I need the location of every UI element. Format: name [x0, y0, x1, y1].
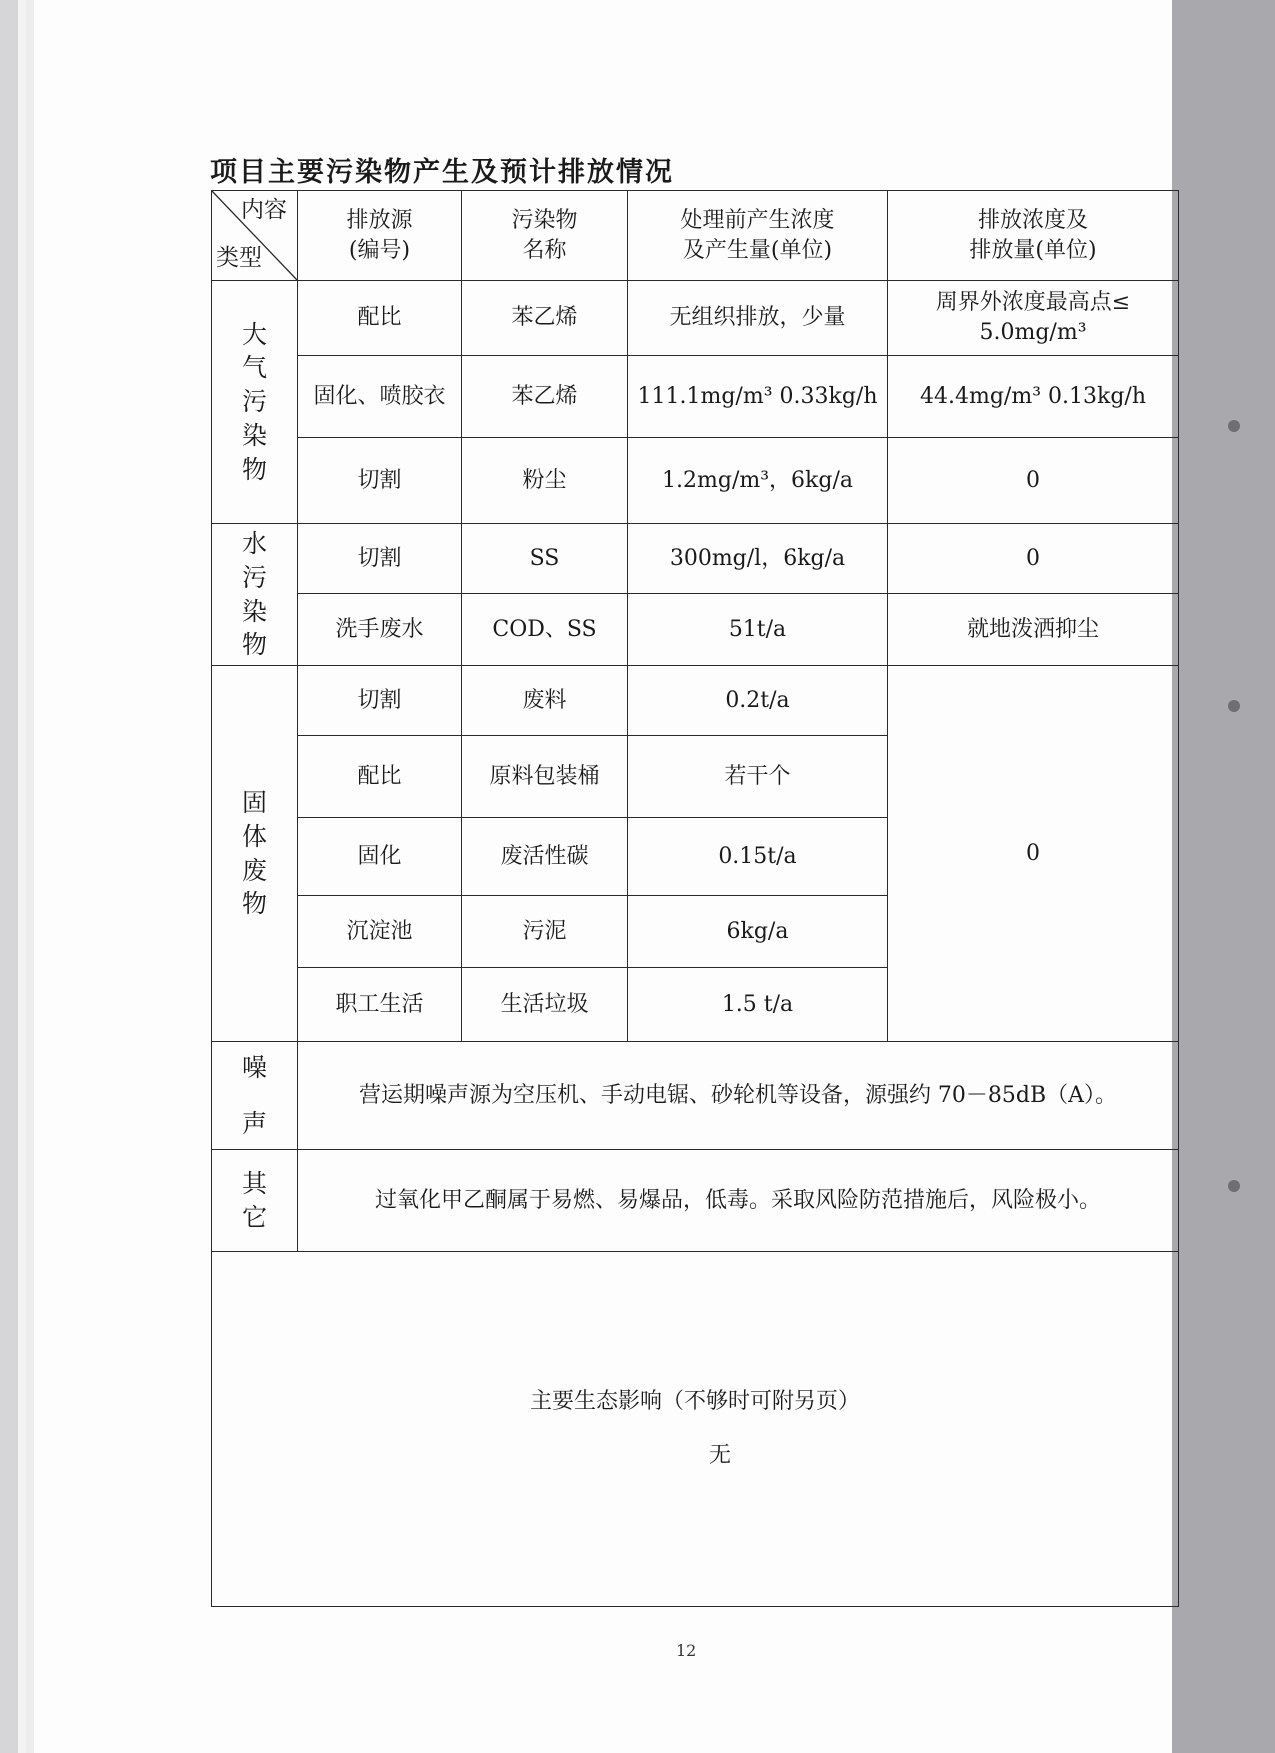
table-row: [212, 666, 1179, 736]
header-before: 处理前产生浓度 及产生量(单位): [628, 191, 888, 281]
pollutant-cell: 生活垃圾: [462, 968, 628, 1042]
pollutant-cell: COD、SS: [462, 594, 628, 666]
pollutant-cell: SS: [462, 524, 628, 594]
binding-hole: [1228, 1180, 1240, 1192]
header-pollutant: 污染物 名称: [462, 191, 628, 281]
pollutant-table: [211, 190, 1179, 1607]
after-cell: 0: [888, 524, 1179, 594]
page-number: 12: [676, 1641, 697, 1660]
pollutant-cell: 废料: [462, 666, 628, 736]
source-cell: 配比: [298, 736, 462, 818]
table-row: [212, 281, 1179, 356]
pollutant-cell: 原料包装桶: [462, 736, 628, 818]
ecology-row: [212, 1252, 1179, 1607]
after-cell: 就地泼洒抑尘: [888, 594, 1179, 666]
solid-after-cell: 0: [888, 666, 1179, 1042]
header-source: 排放源 (编号): [298, 191, 462, 281]
before-cell: 0.15t/a: [628, 818, 888, 896]
before-cell: 111.1mg/m³ 0.33kg/h: [628, 356, 888, 438]
table-row: [212, 594, 1179, 666]
after-cell: 0: [888, 438, 1179, 524]
table-row: [212, 438, 1179, 524]
source-cell: 沉淀池: [298, 896, 462, 968]
after-cell: 周界外浓度最高点≤ 5.0mg/m³: [888, 281, 1179, 356]
before-cell: 若干个: [628, 736, 888, 818]
table-row: [212, 524, 1179, 594]
source-cell: 配比: [298, 281, 462, 356]
noise-text: 营运期噪声源为空压机、手动电锯、砂轮机等设备，源强约 70－85dB（A）。: [298, 1042, 1179, 1150]
source-cell: 职工生活: [298, 968, 462, 1042]
source-cell: 洗手废水: [298, 594, 462, 666]
pollutant-cell: 苯乙烯: [462, 281, 628, 356]
pollutant-cell: 污泥: [462, 896, 628, 968]
ecology-cell: [212, 1252, 1179, 1607]
category-other: 其 它: [212, 1150, 298, 1252]
corner-header-cell: [212, 191, 298, 281]
source-cell: 切割: [298, 666, 462, 736]
corner-content-label: 内容: [241, 197, 287, 223]
after-cell: 44.4mg/m³ 0.13kg/h: [888, 356, 1179, 438]
page-title: 项目主要污染物产生及预计排放情况: [210, 157, 674, 188]
category-water: 水 污 染 物: [212, 524, 298, 666]
other-row: [212, 1150, 1179, 1252]
before-cell: 51t/a: [628, 594, 888, 666]
corner-type-label: 类型: [216, 244, 262, 271]
category-air: 大 气 污 染 物: [212, 281, 298, 524]
before-cell: 1.5 t/a: [628, 968, 888, 1042]
source-cell: 固化、喷胶衣: [298, 356, 462, 438]
header-row: [212, 191, 1179, 281]
before-cell: 0.2t/a: [628, 666, 888, 736]
table-row: [212, 356, 1179, 438]
before-cell: 6kg/a: [628, 896, 888, 968]
before-cell: 300mg/l，6kg/a: [628, 524, 888, 594]
source-cell: 切割: [298, 438, 462, 524]
ecology-body: 无: [708, 1443, 731, 1468]
pollutant-cell: 粉尘: [462, 438, 628, 524]
header-after: 排放浓度及 排放量(单位): [888, 191, 1179, 281]
noise-row: [212, 1042, 1179, 1150]
source-cell: 固化: [298, 818, 462, 896]
binding-edge: [1172, 0, 1275, 1753]
binding-hole: [1228, 420, 1240, 432]
binding-hole: [1228, 700, 1240, 712]
source-cell: 切割: [298, 524, 462, 594]
category-noise: 噪 声: [212, 1042, 298, 1150]
pollutant-cell: 废活性碳: [462, 818, 628, 896]
before-cell: 1.2mg/m³，6kg/a: [628, 438, 888, 524]
category-solid: 固 体 废 物: [212, 666, 298, 1042]
pollutant-cell: 苯乙烯: [462, 356, 628, 438]
other-text: 过氧化甲乙酮属于易燃、易爆品，低毒。采取风险防范措施后，风险极小。: [298, 1150, 1179, 1252]
ecology-title: 主要生态影响（不够时可附另页）: [529, 1389, 860, 1415]
before-cell: 无组织排放，少量: [628, 281, 888, 356]
